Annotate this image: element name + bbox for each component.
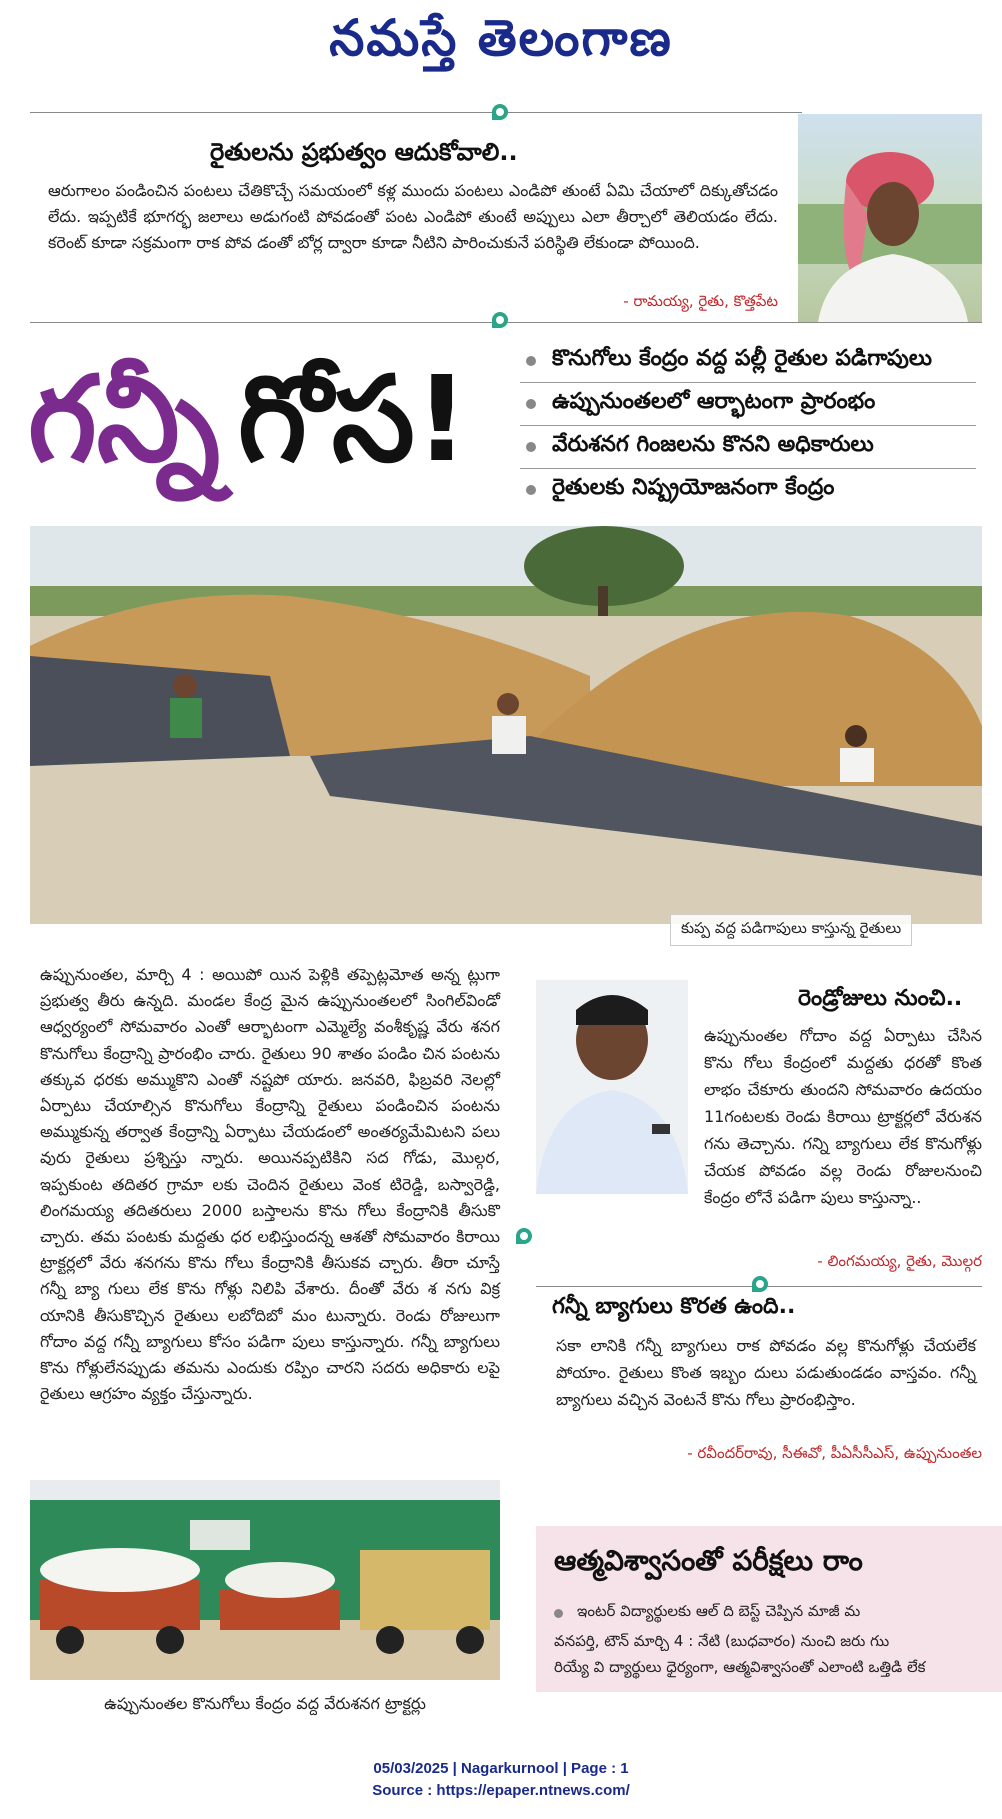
farmer-photo xyxy=(798,114,982,322)
quote-mark-icon xyxy=(492,312,508,328)
main-article: ఉప్పునుంతల, మార్చి 4 : అయిపో యిన పెళ్లికి తప్పెట్లమోత అన్న ట్లుగా ప్రభుత్వ తీరు ఉన్నది. మండల కేంద్ర మైన ఉప్పునుంతలలో సింగిల్‌విండో ఆధ్వర్యంలో సోమవారం ఎంతో ఆర్భాటంగా ఎమ్మెల్యే వంశీకృష్ణ వేరు శనగ కొనుగోలు కేంద్రాన్ని ప్రారంభిం చారు. రైతులు 90 శాతం పండిం చిన పంటను తక్కువ ధరకు అమ్ముకొని ఎంతో నష్టపో యారు. జనవరి, ఫిబ్రవరి నెలల్లో ఏర్పాటు చేయాల్సిన కొనుగోలు కేంద్రాన్ని రైతులు పండించిన పంటను అమ్ముకున్న తర్వాత కేంద్రాన్ని ఏర్పాటు చేయడంలో అంతర్యమేమిటని పలు వురు రైతులు ప్రశ్నిస్తు న్నారు. అయినప్పటికిని సద గోడు, మొల్గర, ఇప్పకుంట తదితర గ్రామా లకు చెందిన రైతులు వెంక టిరెడ్డి, బస్వారెడ్డి, లింగమయ్య తదితరులు 2000 బస్తాలను కొను గోలు కేంద్రానికి తీసుకొ చ్చారు. తమ పంటకు మద్దతు ధర లభిస్తుందన్న ఆశతో సోమవారం కిరాయి ట్రాక్టర్లలో వేరు శనగను కొను గోలు కేంద్రానికి తీసుకవ చ్చారు. తీరా చూస్తే గన్నీ బ్యా గులు లేక కొను గోళ్లు నిలిపి వేశారు. దీంతో వేరు శ నగు విక్ర యానికి తీసుకొచ్చిన రైతులు లబోదిబో మం టున్నారు. రెండు రోజులుగా గోదాం వద్ద గన్నీ బ్యాగులు కోసం పడిగా పులు కాస్తున్నారు. గన్నీ బ్యాగులు కొను గోళ్లులేనప్పుడు తమను ఎందుకు రప్పిం చారని సదరు అధికారు లపై రైతులు ఆగ్రహం వ్యక్తం చేస్తున్నారు. xyxy=(40,965,500,1404)
bullet-item: రైతులకు నిష్ప్రయోజనంగా కేంద్రం xyxy=(520,469,976,511)
masthead: నమస్తే తెలంగాణ xyxy=(329,8,673,67)
side-quote-attribution: - లింగమయ్య, రైతు, మొల్గర xyxy=(817,1252,982,1270)
divider xyxy=(30,112,802,113)
teaser-bullet: ఇంటర్ విద్యార్థులకు ఆల్ ది బెస్ట్ చెప్పిన మాజీ మ xyxy=(554,1602,860,1624)
main-photo xyxy=(30,526,982,924)
bullet-icon xyxy=(526,399,536,409)
bullet-item: ఉప్పునుంతలలో ఆర్భాటంగా ప్రారంభం xyxy=(520,383,976,426)
footer-date-page: 05/03/2025 | Nagarkurnool | Page : 1 xyxy=(373,1760,629,1777)
official-quote-attribution: - రవీందర్‌రావు, సీఈవో, పీఏసీసీఎస్, ఉప్పునుంతల xyxy=(687,1444,982,1462)
bullet-icon xyxy=(526,442,536,452)
official-quote-body: సకా లానికి గన్నీ బ్యాగులు రాక పోవడం వల్ల కొనుగోళ్లు చేయలేక పోయాం. రైతులు కొంత ఇబ్బం దులు పడుతుండడం వాస్తవం. గన్నీ బ్యాగులు వచ్చిన వెంటనే కొను గోలు ప్రారంభిస్తాం. xyxy=(556,1336,976,1409)
main-photo-caption: కుప్ప వద్ద పడిగాపులు కాస్తున్న రైతులు xyxy=(670,914,912,946)
bullet-item: వేరుశనగ గింజలను కొనని అధికారులు xyxy=(520,426,976,469)
tractor-photo xyxy=(30,1480,500,1680)
bullet-icon xyxy=(554,1609,563,1618)
quote-body: ఆరుగాలం పండించిన పంటలు చేతికొచ్చే సమయంలో కళ్ల ముందు పంటలు ఎండిపో తుంటే ఏమి చేయాలో దిక్కుతోచడం లేదు. ఇప్పటికే భూగర్భ జలాలు అడుగంటి పోవడంతో పంట ఎండిపో తుంటే అప్పులు ఎలా తీర్చాలో తెలియడం లేదు. కరెంట్ కూడా సక్రమంగా రాక పోవ డంతో బోర్ల ద్వారా కూడా నీటిని పారించుకునే పరిస్థితి లేకుండా పోయింది. xyxy=(48,181,778,252)
side-quote-body: ఉప్పునుంతల గోదాం వద్ద ఏర్పాటు చేసిన కొను గోలు కేంద్రంలో మద్దతు ధరతో కొంత లాభం చేకూరు తుందని సోమవారం ఉదయం 11గంటలకు రెండు కిరాయి ట్రాక్టర్లలో వేరుశన గను తెచ్చాను. గన్ని బ్యాగులు లేక కొనుగోళ్లు చేయక పోవడం వల్ల రెండు రోజులనుంచి కేంద్రం లోనే పడిగా పులు కాస్తున్నా.. xyxy=(704,1026,982,1207)
quote-attribution: - రామయ్య, రైతు, కొత్తపేట xyxy=(623,292,778,310)
quote-mark-icon xyxy=(492,104,508,120)
quote-title: రైతులను ప్రభుత్వం ఆదుకోవాలి.. xyxy=(210,138,518,166)
teaser-title: ఆత్మవిశ్వాసంతో పరీక్షలు రాం xyxy=(554,1544,863,1577)
official-quote-title: గన్నీ బ్యాగులు కొరత ఉంది.. xyxy=(552,1294,796,1319)
teaser-box xyxy=(536,1526,1002,1692)
headline-part1: గన్నీ xyxy=(28,350,220,488)
headline-part2: గోస! xyxy=(238,350,469,488)
side-quote-title: రెండ్రోజులు నుంచి.. xyxy=(798,986,963,1011)
bullet-list xyxy=(520,340,976,511)
teaser-line1: వనపర్తి, టౌన్ మార్చి 4 : నేటి (బుధవారం) నుంచి జరు గుు xyxy=(554,1632,890,1650)
bullet-icon xyxy=(526,485,536,495)
footer-source: Source : https://epaper.ntnews.com/ xyxy=(372,1782,630,1799)
quote-mark-icon xyxy=(516,1228,532,1244)
bullet-icon xyxy=(526,356,536,366)
farmer2-photo xyxy=(536,980,688,1194)
bullet-item: కొనుగోలు కేంద్రం వద్ద పల్లీ రైతుల పడిగాపులు xyxy=(520,340,976,383)
quote-mark-icon xyxy=(752,1276,768,1292)
teaser-line2: రియ్యే వి ద్యార్థులు ధైర్యంగా, ఆత్మవిశ్వాసంతో ఎలాంటి ఒత్తిడి లేక xyxy=(554,1658,926,1676)
tractor-photo-caption: ఉప్పునుంతల కొనుగోలు కేంద్రం వద్ద వేరుశనగ ట్రాక్టర్లు xyxy=(104,1694,426,1713)
